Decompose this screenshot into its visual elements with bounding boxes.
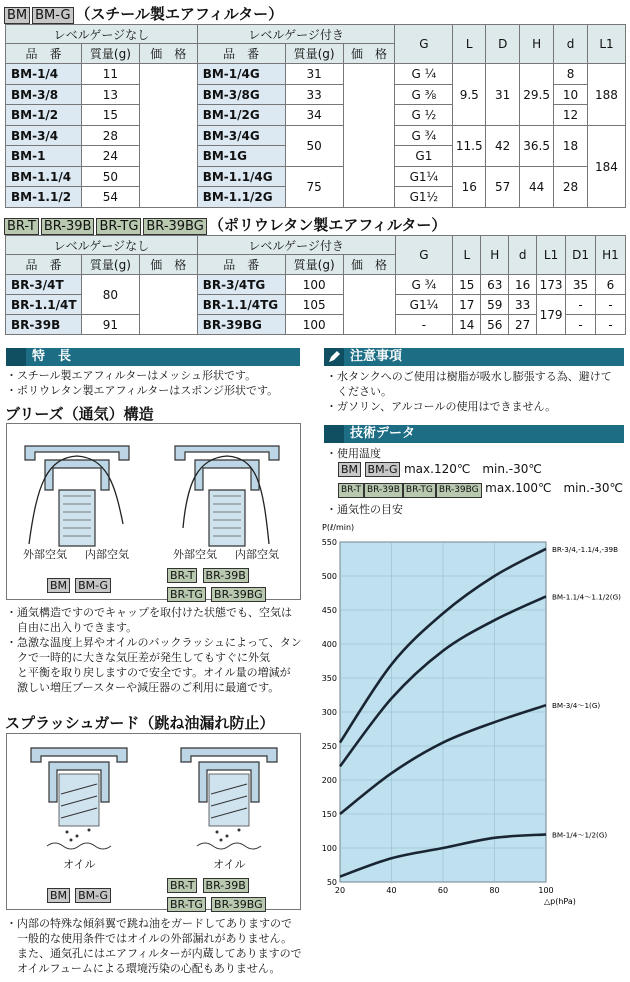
label-inner-air-right: 内部空気	[235, 548, 279, 561]
poly-title: BR-T BR-39B BR-TG BR-39BG （ポリウレタン製エアフィルター）	[4, 214, 446, 235]
splash-illustration	[6, 733, 301, 910]
table-row: BM-1 24 BM-1G G1	[6, 146, 626, 167]
chart-xtick: 100	[538, 886, 554, 895]
splash-tags-right: BR-T BR-39B BR-TG BR-39BG	[167, 874, 287, 912]
chart-ytick: 100	[321, 844, 337, 853]
breather-illustration	[6, 423, 301, 600]
cautions-header: 注意事項	[324, 348, 624, 366]
splash-title: スプラッシュガード（跳ね油漏れ防止）	[5, 714, 275, 732]
breather-diagram	[7, 424, 300, 564]
header-small-d: d	[554, 25, 588, 64]
header-l: L	[453, 25, 486, 64]
steel-title: BM BM-G （スチール製エアフィルター）	[4, 3, 283, 24]
chart-ytick: 400	[321, 640, 337, 649]
temp-poly: BR-T BR-39B BR-TG BR-39BG max.100℃ min.-30℃	[338, 481, 623, 498]
label-oil-left: オイル	[63, 858, 96, 871]
splash-tags-left: BM BM-G	[47, 884, 111, 903]
flow-chart	[310, 518, 628, 918]
chart-series-label-1: BM-1.1/4〜1.1/2(G)	[552, 592, 621, 602]
features-text: ・スチール製エアフィルターはメッシュ形状です。 ・ポリウレタン製エアフィルターはスポンジ形状です。	[6, 369, 279, 397]
flow-label: ・通気性の目安	[326, 503, 403, 516]
header-d: D	[486, 25, 520, 64]
table-row: BM-1.1/2 54 BM-1.1/2G G1½	[6, 187, 626, 208]
tag-br-tg: BR-TG	[96, 218, 141, 235]
label-inner-air-left: 内部空気	[85, 548, 129, 561]
temp-steel: BM BM-G max.120℃ min.-30℃	[338, 462, 542, 477]
chart-ytick: 450	[321, 606, 337, 615]
tag-br-t: BR-T	[4, 218, 39, 235]
breather-text: ・通気構造ですのでキャップを取付けた状態でも、空気は 自由に出入りできます。 ・急激な温度上昇やオイルのバックラッシュによって、タン クで一時的に大きな気圧差が発生してもすぐに外気 と平衡を取り戻しますので安全です。オイル量の増減が 激しい増圧ブースターや減圧器のご利用に最適です。	[6, 606, 302, 694]
table-row: BM-3/4 28 BM-3/4G 50 G ¾ 11.5 42 36.5 18 184	[6, 126, 626, 146]
splash-text: ・内部の特殊な傾斜翼で跳ね油をガードしてありますので 一般的な使用条件ではオイルの外部漏れがありません。 また、通気孔にはエアフィルターが内蔵してありますので オイルフュームによる環境汚染の心配もありません。	[6, 917, 302, 975]
tag-br-39b: BR-39B	[41, 218, 95, 235]
table-row: BR-3/4T 80 BR-3/4TG 100 G ¾ 15 63 16 173 35 6	[6, 275, 626, 295]
breather-tags-right: BR-T BR-39B BR-TG BR-39BG	[167, 564, 287, 602]
chart-ytick: 500	[321, 572, 337, 581]
chart-ylabel: P(ℓ/min)	[322, 523, 355, 532]
table-row: BM-3/8 13 BM-3/8G 33 G ⅜ 10	[6, 85, 626, 105]
chart-ytick: 200	[321, 776, 337, 785]
cautions-text: ・水タンクへのご使用は樹脂が吸水し膨張する為、避けて ください。 ・ガソリン、アルコールの使用はできません。	[326, 370, 612, 413]
chart-ytick: 300	[321, 708, 337, 717]
chart-series-label-2: BM-3/4〜1(G)	[552, 701, 601, 711]
poly-table: レベルゲージなし レベルゲージ付き G L H d L1 D1 H1 品 番 質量(g) 価 格 品 番 質量(g) 価 格 BR-3/4T 80 BR-3/4TG 100 G ¾ 15 63 16 173 35 6 BR-1.1/4T BR-1.1/4TG 105 G1¼ 17 59 33 179 - - BR-39B 91 BR-39BG 100 - 14 56 27 - -	[5, 235, 626, 335]
steel-table: レベルゲージなし レベルゲージ付き G L D H d L1 品 番 質量(g) 価 格 品 番 質量(g) 価 格 BM-1/4 11 BM-1/4G 31 G ¼ 9.5 31 29.5 8 188 BM-3/8 13 BM-3/8G 33 G ⅜ 10 BM-1/2 15 BM-1/2G 34 G ½ 12 BM-3/4 28 BM-3/4G 50 G ¾ 11.5 42 36.5 18 184 BM-1 24 BM-1G G1 BM-1.1/4 50 BM-1.1/4G 75 G1¼ 16 57 44 28 BM-1.1/2 54 BM-1.1/2G G1½	[5, 24, 626, 208]
label-outer-air-right: 外部空気	[173, 548, 217, 561]
temp-label: ・使用温度	[326, 447, 381, 460]
chart-xtick: 20	[334, 886, 346, 895]
chart-xlabel: △p(hPa)	[544, 897, 576, 906]
chart-xtick: 60	[437, 886, 449, 895]
chart-ytick: 350	[321, 674, 337, 683]
pencil-icon	[327, 350, 341, 364]
label-outer-air-left: 外部空気	[23, 548, 67, 561]
chart-series-label-0: BR-3/4,-1.1/4,-39B	[552, 544, 619, 554]
tag-bm-g: BM-G	[32, 7, 73, 24]
table-row: BM-1/4 11 BM-1/4G 31 G ¼ 9.5 31 29.5 8 188	[6, 64, 626, 85]
table-row: BR-1.1/4T BR-1.1/4TG 105 G1¼ 17 59 33 179 - -	[6, 295, 626, 315]
chart-ytick: 150	[321, 810, 337, 819]
tech-header: 技術データ	[324, 425, 624, 443]
chart-ytick: 550	[321, 538, 337, 547]
header-h: H	[520, 25, 554, 64]
header-g: G	[395, 25, 453, 64]
features-header: 特 長	[6, 348, 300, 366]
table-row: BR-39B 91 BR-39BG 100 - 14 56 27 - -	[6, 315, 626, 335]
chart-ytick: 250	[321, 742, 337, 751]
chart-xtick: 40	[386, 886, 397, 895]
chart-ytick: 50	[326, 878, 337, 887]
chart-series-label-3: BM-1/4〜1/2(G)	[552, 830, 608, 840]
header-no-gauge: レベルゲージなし	[6, 25, 198, 44]
header-gauge: レベルゲージ付き	[197, 25, 395, 44]
label-oil-right: オイル	[213, 858, 246, 871]
breather-title: ブリーズ（通気）構造	[5, 405, 154, 423]
splash-diagram	[7, 734, 300, 864]
tag-bm: BM	[4, 7, 30, 24]
table-row: BM-1/2 15 BM-1/2G 34 G ½ 12	[6, 105, 626, 126]
tag-br-39bg: BR-39BG	[143, 218, 206, 235]
chart-xtick: 80	[489, 886, 500, 895]
breather-tags-left: BM BM-G	[47, 574, 111, 593]
table-row: BM-1.1/4 50 BM-1.1/4G 75 G1¼ 16 57 44 28	[6, 167, 626, 187]
header-l1: L1	[587, 25, 625, 64]
